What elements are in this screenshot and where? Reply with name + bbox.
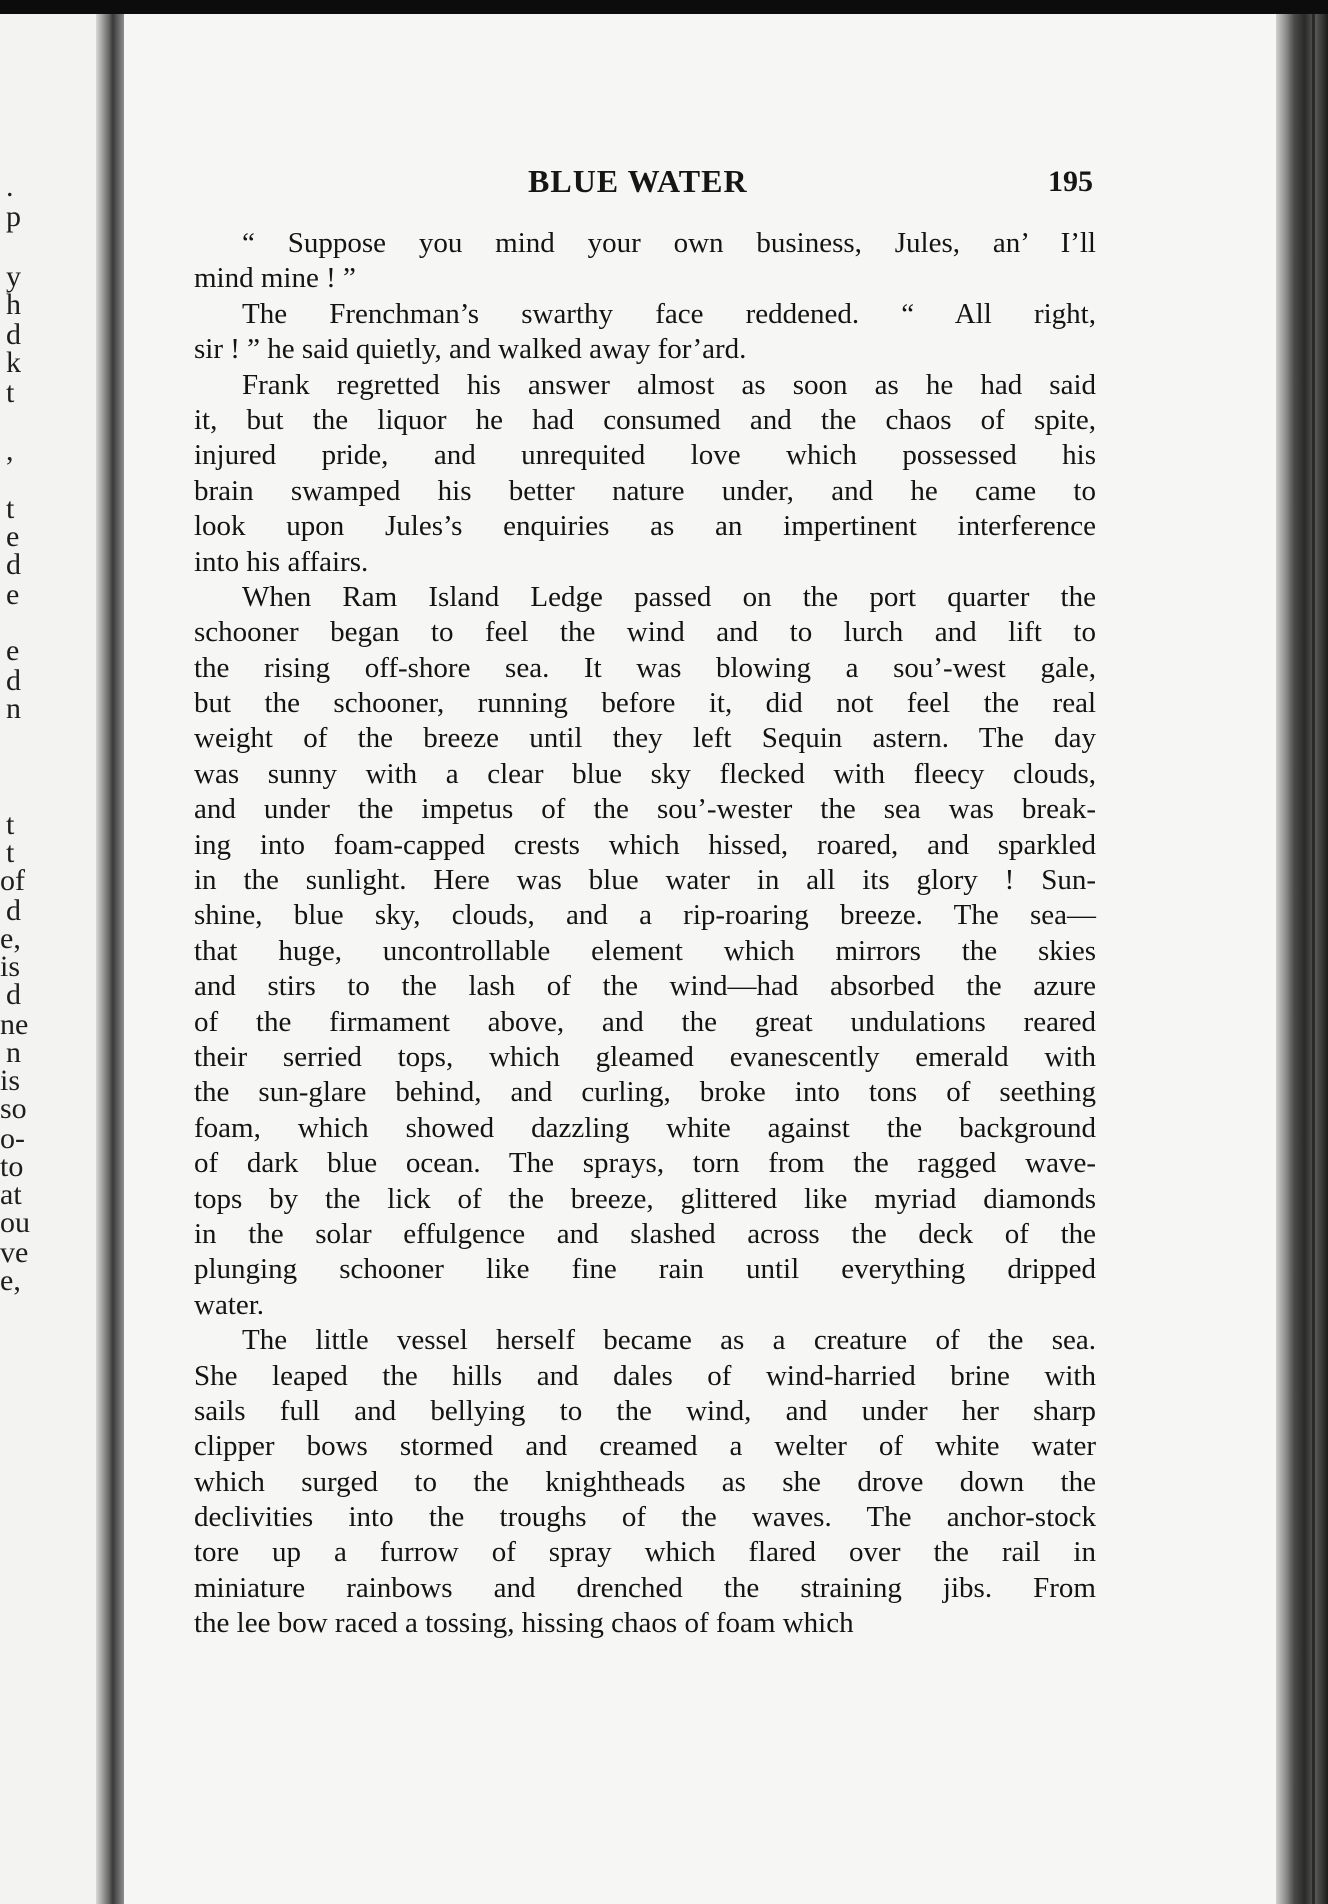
facing-page-fragment: t [6, 836, 15, 869]
text-line: sir ! ” he said quietly, and walked away for’ard. [194, 333, 747, 366]
facing-page-fragment: is [0, 950, 21, 983]
text-line: water. [194, 1288, 265, 1321]
facing-page-fragment: o- [0, 1122, 25, 1155]
text-line: shine, blue sky, clouds, and a rip-roaring breeze. The sea— [194, 899, 1096, 932]
facing-page-fragment: e [6, 520, 20, 553]
page-edge-right [1276, 14, 1328, 1904]
facing-page-fragment: d [6, 894, 21, 927]
text-line: “ Suppose you mind your own business, Jules, an’ I’ll [242, 227, 1096, 259]
text-line: plunging schooner like fine rain until everything dripped [194, 1253, 1096, 1286]
text-line: The Frenchman’s swarthy face reddened. “ All right, [242, 297, 1096, 330]
text-line: was sunny with a clear blue sky flecked with fleecy clouds, [194, 757, 1096, 790]
paragraph [194, 580, 1096, 1323]
text-line: it, but the liquor he had consumed and the chaos of spite, [194, 403, 1096, 436]
text-line: in the solar effulgence and slashed across the deck of the [194, 1217, 1096, 1250]
facing-page-fragment: n [6, 692, 21, 725]
facing-page-fragment: at [0, 1178, 22, 1211]
paragraph [194, 1323, 1096, 1642]
facing-page-fragment: ve [0, 1236, 29, 1269]
text-line: the lee bow raced a tossing, hissing chaos of foam which [194, 1607, 854, 1640]
text-line: injured pride, and unrequited love which possessed his [194, 439, 1096, 472]
facing-page-fragment: d [6, 318, 21, 351]
text-line: look upon Jules’s enquiries as an impertinent interference [194, 510, 1096, 543]
text-line: brain swamped his better nature under, and he came to [194, 474, 1096, 507]
text-line: She leaped the hills and dales of wind-harried brine with [194, 1359, 1096, 1392]
text-line: clipper bows stormed and creamed a welter of white water [194, 1430, 1096, 1463]
text-line: schooner began to feel the wind and to lurch and lift to [194, 616, 1096, 649]
text-line: into his affairs. [194, 545, 369, 578]
scan-top-border [0, 0, 1328, 14]
facing-page-fragment: of [0, 864, 25, 897]
facing-page-fragment: d [6, 978, 21, 1011]
facing-page-fragment: e [6, 634, 20, 667]
text-line: which surged to the knightheads as she drove down the [194, 1465, 1096, 1498]
text-line: sails full and bellying to the wind, and under her sharp [194, 1394, 1096, 1427]
facing-page-fragment: h [6, 288, 21, 321]
facing-page-fragment: d [6, 664, 21, 697]
running-title: BLUE WATER [528, 163, 748, 199]
facing-page-fragment: , [6, 434, 14, 467]
facing-page-fragment: p [6, 200, 21, 233]
facing-page-fragment: d [6, 548, 21, 581]
facing-page-fragment: ne [0, 1008, 29, 1041]
text-line: miniature rainbows and drenched the straining jibs. From [194, 1571, 1096, 1604]
facing-page-fragment: so [0, 1092, 27, 1125]
text-line: the rising off-shore sea. It was blowing a sou’-west gale, [194, 651, 1096, 684]
text-line: When Ram Island Ledge passed on the port quarter the [242, 580, 1096, 613]
facing-page-fragment: k [6, 346, 21, 379]
text-line: in the sunlight. Here was blue water in all its glory ! Sun- [194, 864, 1096, 897]
facing-page-fragment: t [6, 492, 15, 525]
text-line: of the firmament above, and the great undulations reared [194, 1005, 1096, 1038]
book-gutter [96, 14, 124, 1904]
text-line: Frank regretted his answer almost as soon as he had said [242, 368, 1096, 401]
paragraph [194, 226, 1096, 297]
text-line: the sun-glare behind, and curling, broke into tons of seething [194, 1076, 1096, 1109]
facing-page-fragment: e, [0, 922, 21, 955]
text-line: that huge, uncontrollable element which mirrors the skies [194, 934, 1096, 967]
facing-page-fragment: e [6, 578, 20, 611]
text-line: weight of the breeze until they left Sequin astern. The day [194, 722, 1096, 755]
text-line: declivities into the troughs of the waves. The anchor-stock [194, 1501, 1096, 1534]
text-line: but the schooner, running before it, did not feel the real [194, 687, 1096, 720]
text-line: mind mine ! ” [194, 262, 356, 295]
page-number: 195 [1048, 165, 1093, 198]
text-line: and stirs to the lash of the wind—had absorbed the azure [194, 970, 1096, 1003]
text-line: and under the impetus of the sou’-wester the sea was break- [194, 793, 1096, 826]
text-line: of dark blue ocean. The sprays, torn from the ragged wave- [194, 1147, 1096, 1180]
facing-page-fragment: t [6, 808, 15, 841]
facing-page-fragment: y [6, 260, 21, 293]
page-header [124, 163, 1276, 203]
facing-page-fragment: to [0, 1150, 24, 1183]
facing-page-fragment: ou [0, 1206, 30, 1239]
text-line: foam, which showed dazzling white against the background [194, 1111, 1096, 1144]
paragraph [194, 297, 1096, 368]
facing-page-fragment: . [6, 170, 14, 203]
paragraph [194, 368, 1096, 580]
facing-page-fragment: n [6, 1036, 21, 1069]
text-line: tore up a furrow of spray which flared over the rail in [194, 1536, 1096, 1569]
text-line: tops by the lick of the breeze, glittered like myriad diamonds [194, 1182, 1096, 1215]
text-line: ing into foam-capped crests which hissed, roared, and sparkled [194, 828, 1096, 861]
page-body-text [194, 226, 1096, 1642]
facing-page-fragment: e, [0, 1264, 21, 1297]
text-line: their serried tops, which gleamed evanescently emerald with [194, 1040, 1096, 1073]
facing-page-fragment: is [0, 1064, 21, 1097]
facing-page-fragment: t [6, 376, 15, 409]
book-cover-edge [1312, 14, 1315, 1904]
text-line: The little vessel herself became as a creature of the sea. [242, 1324, 1096, 1357]
